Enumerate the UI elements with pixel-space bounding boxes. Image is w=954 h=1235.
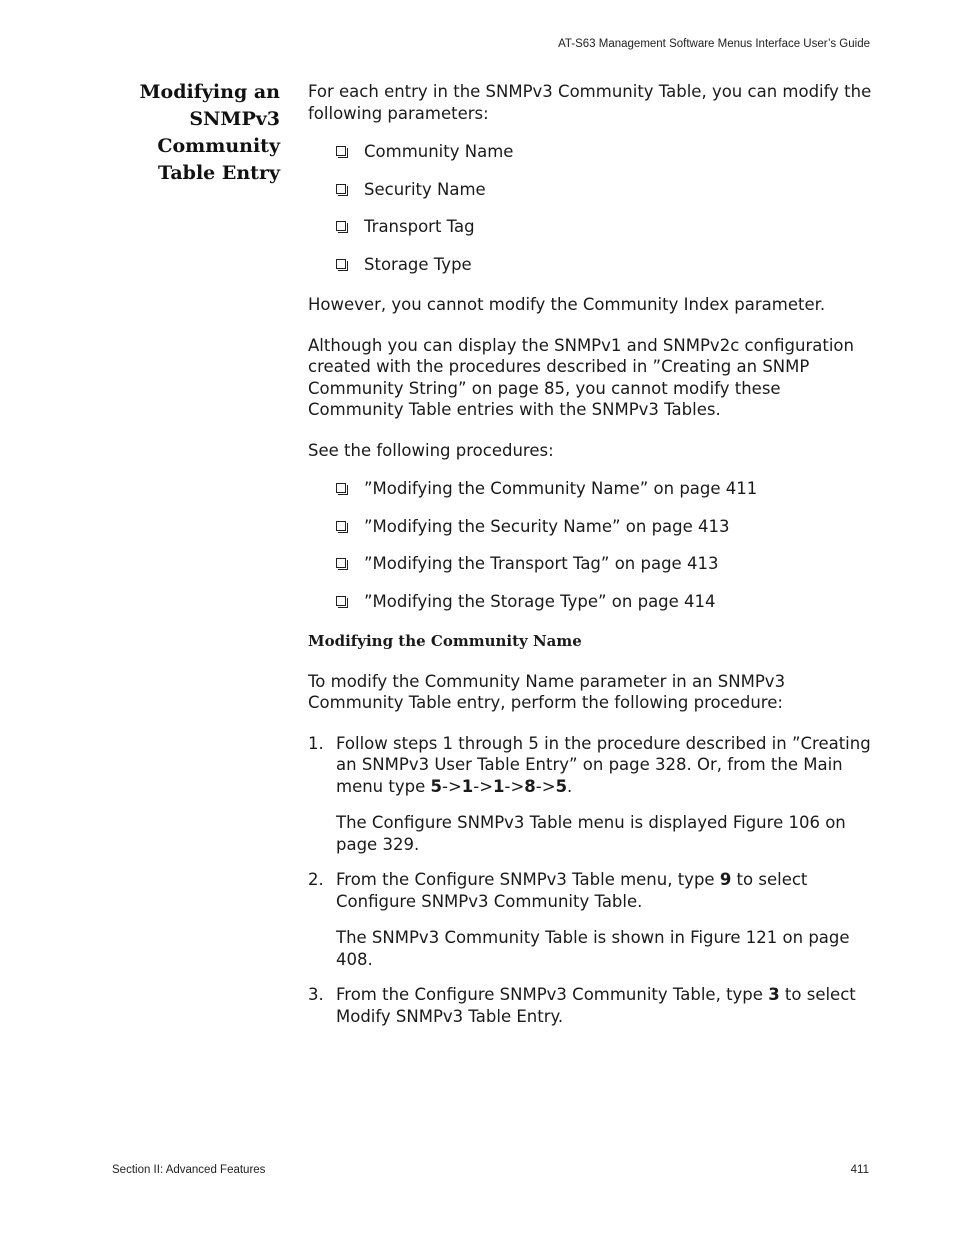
cross-reference-link[interactable]: ”Modifying the Community Name” on page 411 bbox=[364, 479, 758, 498]
parameter-list bbox=[308, 141, 874, 275]
list-item bbox=[336, 478, 874, 500]
body-content bbox=[308, 81, 874, 1041]
cross-reference-link[interactable]: ”Modifying the Storage Type” on page 414 bbox=[364, 591, 716, 611]
checkbox-bullet-icon bbox=[336, 558, 346, 568]
step-item bbox=[308, 869, 874, 970]
list-item bbox=[336, 216, 874, 238]
step-note: The Configure SNMPv3 Table menu is displayed Figure 106 on page 329. bbox=[336, 813, 846, 854]
step-item bbox=[308, 984, 874, 1027]
list-item bbox=[336, 591, 874, 613]
step-item bbox=[308, 733, 874, 856]
menu-key: 3 bbox=[768, 985, 780, 1004]
step-number: 1. bbox=[308, 733, 324, 753]
section-heading-line: SNMPv3 bbox=[189, 108, 280, 130]
step-text-end: . bbox=[567, 776, 573, 796]
checkbox-bullet-icon bbox=[336, 521, 346, 531]
key-separator: -> bbox=[504, 776, 525, 796]
menu-key: 9 bbox=[719, 870, 732, 889]
footer-section-label: Section II: Advanced Features bbox=[112, 1164, 266, 1176]
key-separator: -> bbox=[535, 776, 556, 796]
list-item-text: Transport Tag bbox=[364, 217, 475, 236]
step-text-pre: From the Configure SNMPv3 Table menu, type bbox=[336, 870, 720, 889]
section-heading bbox=[110, 79, 280, 187]
step-number: 2. bbox=[308, 870, 324, 889]
step-text bbox=[336, 984, 874, 1027]
step-text-body: Follow steps 1 through 5 in the procedure described in ”Creating an SNMPv3 User Table Entry” on page 328. Or, from the Main menu type bbox=[336, 733, 871, 796]
step-note: The SNMPv3 Community Table is shown in Figure 121 on page 408. bbox=[336, 928, 850, 969]
menu-key: 5 bbox=[430, 776, 442, 796]
checkbox-bullet-icon bbox=[336, 146, 346, 156]
list-item-text: Community Name bbox=[364, 142, 514, 161]
intro-paragraph: For each entry in the SNMPv3 Community Table, you can modify the following parameters: bbox=[308, 82, 872, 123]
list-item bbox=[336, 254, 874, 276]
cross-reference-link[interactable]: ”Modifying the Transport Tag” on page 413 bbox=[364, 554, 719, 573]
section-heading-line: Community bbox=[157, 135, 280, 157]
list-item-text: Security Name bbox=[364, 179, 486, 199]
list-item bbox=[336, 141, 874, 163]
section-heading-line: Modifying an bbox=[139, 81, 280, 103]
procedure-list bbox=[308, 478, 874, 612]
menu-key: 1 bbox=[461, 776, 474, 796]
menu-key: 5 bbox=[555, 776, 568, 796]
section-heading-line: Table Entry bbox=[158, 162, 280, 184]
list-item bbox=[336, 516, 874, 538]
checkbox-bullet-icon bbox=[336, 596, 346, 606]
menu-key: 8 bbox=[524, 776, 536, 796]
subsection-title: Modifying the Community Name bbox=[308, 632, 582, 650]
see-procedures-paragraph: See the following procedures: bbox=[308, 440, 554, 460]
checkbox-bullet-icon bbox=[336, 259, 346, 269]
key-separator: -> bbox=[473, 776, 494, 796]
cannot-modify-paragraph: However, you cannot modify the Community Index parameter. bbox=[308, 295, 826, 314]
key-separator: -> bbox=[441, 776, 462, 796]
snmpv1-note-paragraph: Although you can display the SNMPv1 and SNMPv2c configuration created with the procedures described in ”Creating an SNMP Community String” on page 85, you cannot modify these Community Table entries with the SNMPv3 Tables. bbox=[308, 335, 854, 419]
step-text-post: to select Modify SNMPv3 Table Entry. bbox=[336, 985, 856, 1026]
list-item bbox=[336, 553, 874, 575]
menu-key: 1 bbox=[493, 776, 505, 796]
list-item bbox=[336, 179, 874, 201]
cross-reference-link[interactable]: ”Modifying the Security Name” on page 413 bbox=[364, 516, 730, 536]
page-number: 411 bbox=[850, 1164, 869, 1176]
procedure-steps bbox=[308, 733, 874, 1028]
running-header: AT-S63 Management Software Menus Interface User’s Guide bbox=[558, 38, 870, 50]
step-text bbox=[336, 869, 874, 912]
step-text-pre: From the Configure SNMPv3 Community Table, type bbox=[336, 985, 769, 1004]
step-number: 3. bbox=[308, 985, 324, 1004]
checkbox-bullet-icon bbox=[336, 483, 346, 493]
list-item-text: Storage Type bbox=[364, 254, 472, 274]
step-text bbox=[336, 733, 874, 798]
subsection-intro: To modify the Community Name parameter in an SNMPv3 Community Table entry, perform the following procedure: bbox=[308, 671, 786, 712]
checkbox-bullet-icon bbox=[336, 221, 346, 231]
step-text-post: to select Configure SNMPv3 Community Table. bbox=[336, 870, 808, 911]
checkbox-bullet-icon bbox=[336, 184, 346, 194]
